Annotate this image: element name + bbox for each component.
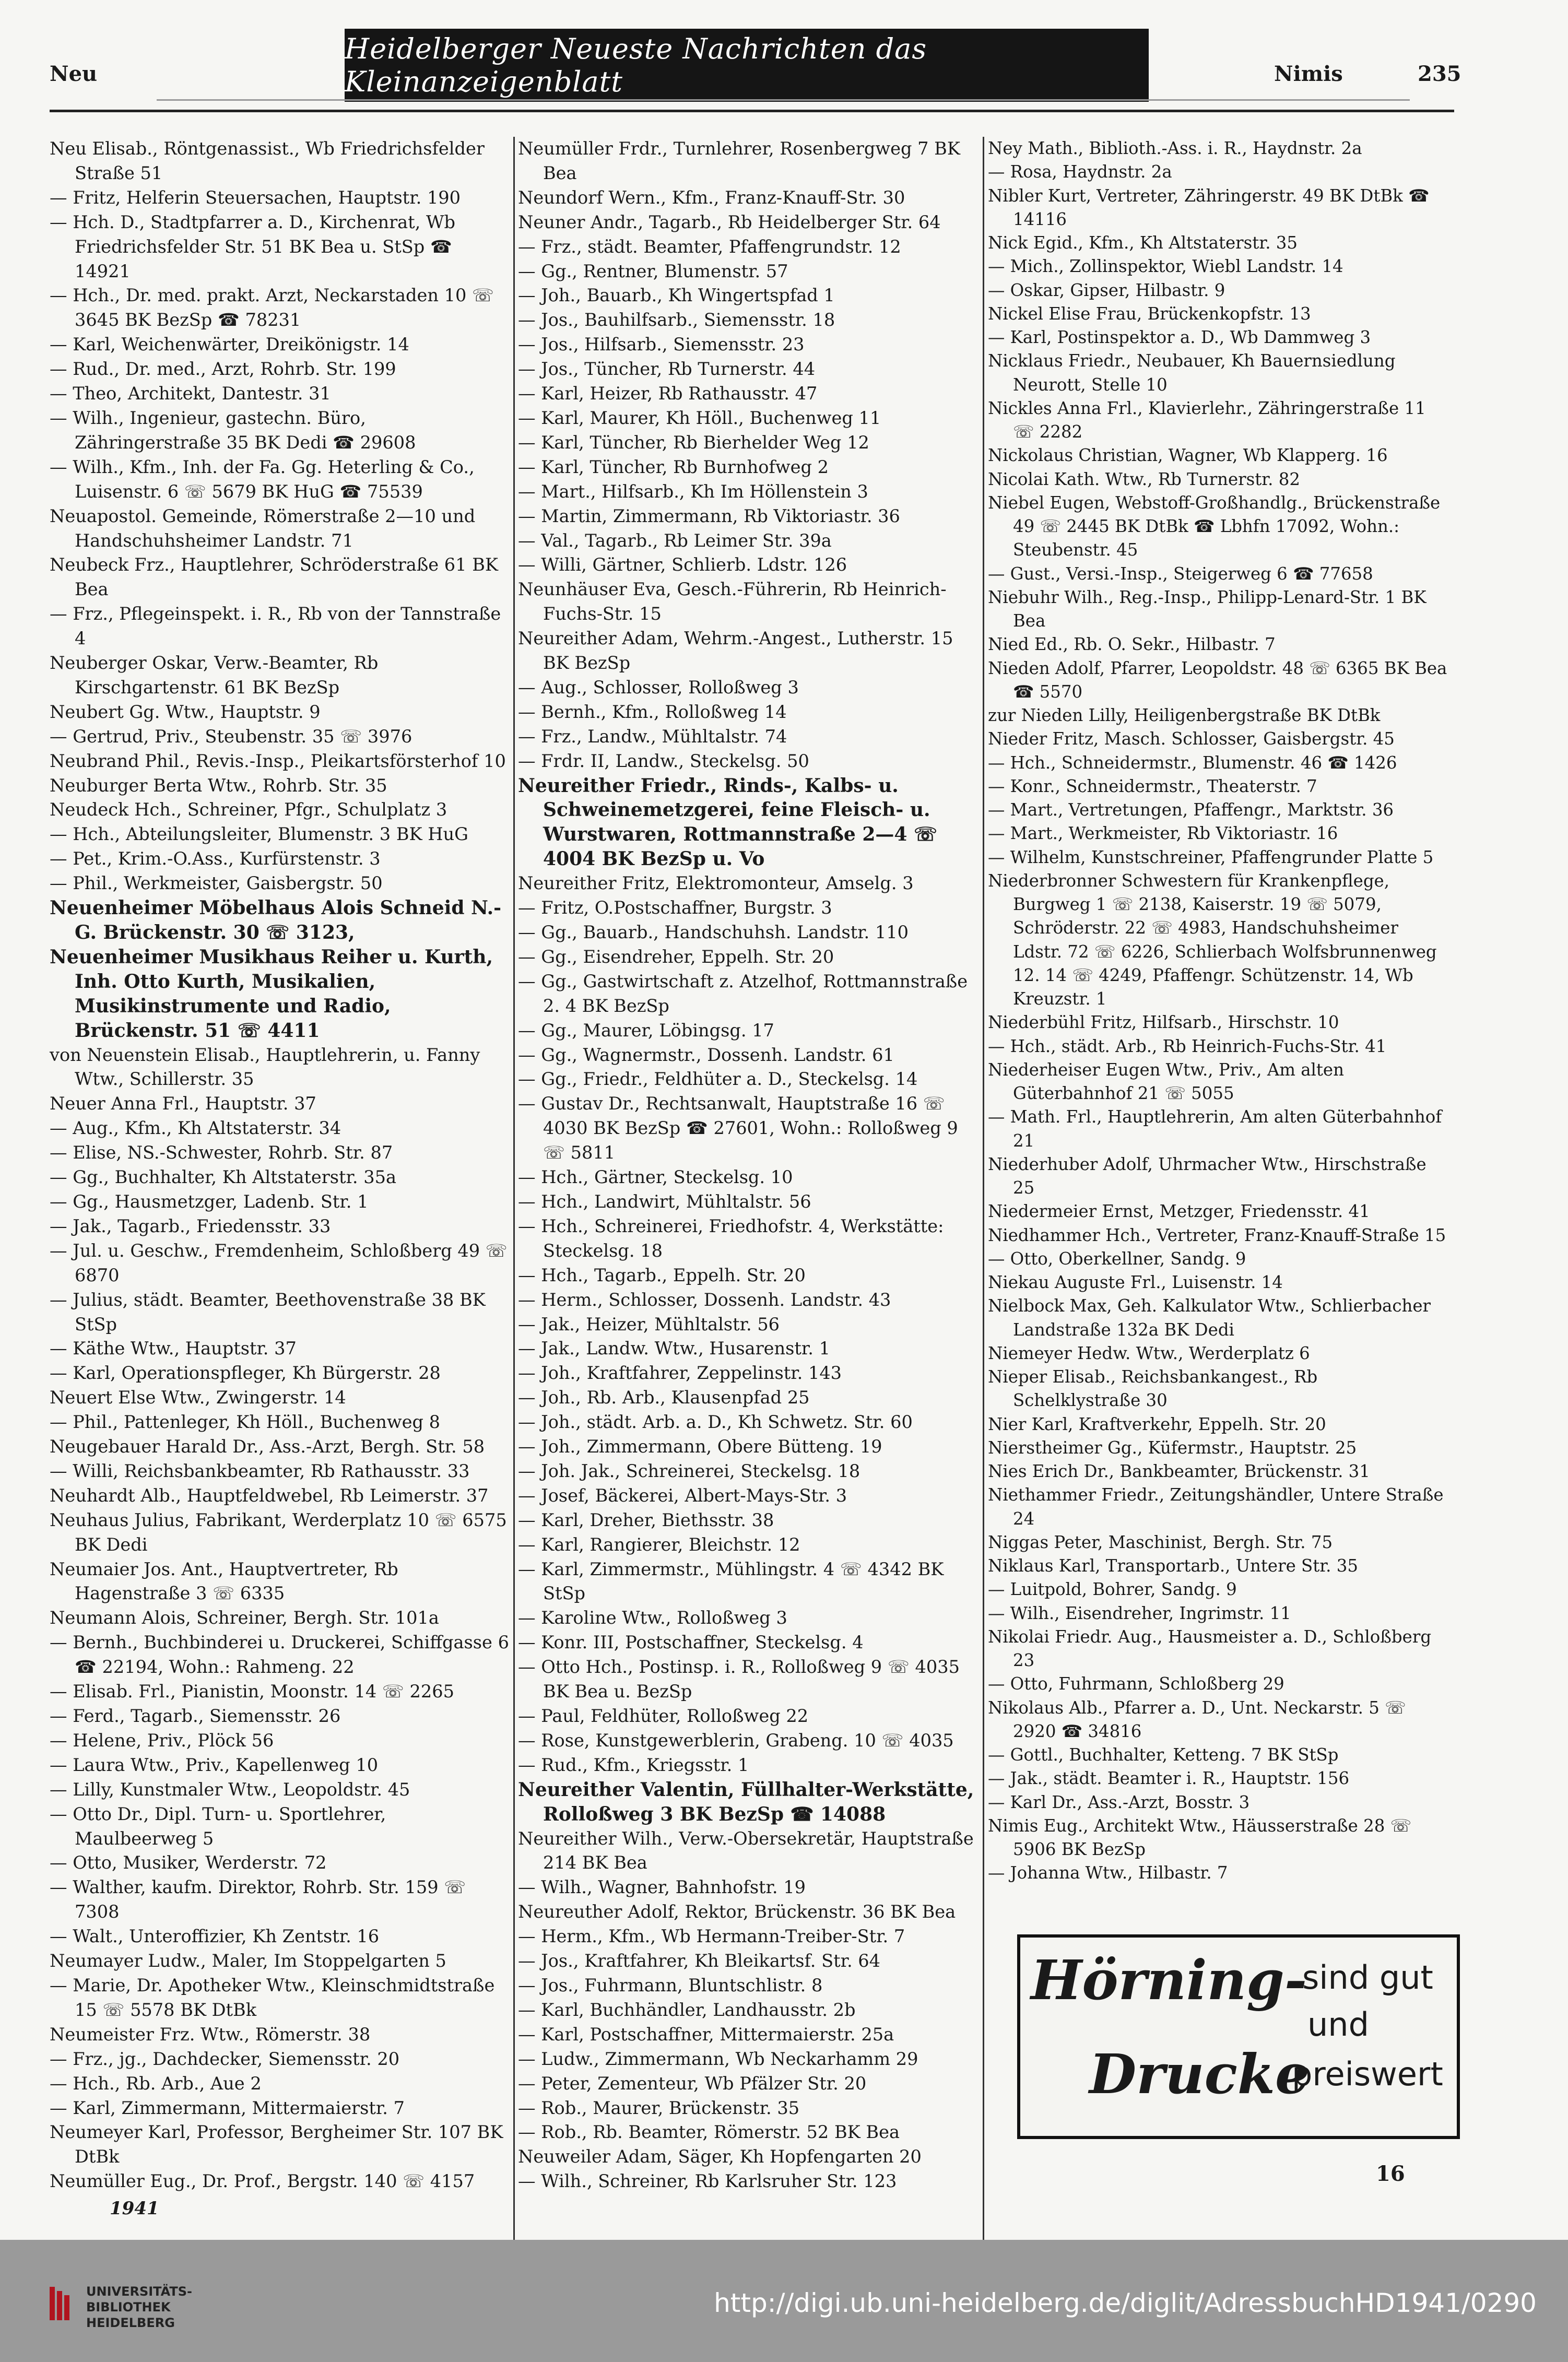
directory-entry: — Aug., Schlosser, Rolloßweg 3 (518, 677, 799, 698)
directory-entry: — Luitpold, Bohrer, Sandg. 9 (988, 1579, 1237, 1600)
directory-entry: — Hch., Abteilungsleiter, Blumenstr. 3 BK HuG (50, 824, 468, 845)
directory-entry: — Elise, NS.-Schwester, Rohrb. Str. 87 (50, 1142, 393, 1163)
directory-entry: — Fritz, O.Postschaffner, Burgstr. 3 (518, 897, 832, 918)
directory-entry: Niedermeier Ernst, Metzger, Friedensstr. 41 (988, 1201, 1370, 1222)
directory-entry: Neubeck Frz., Hauptlehrer, Schröderstraße 61 BK Bea (50, 554, 498, 600)
library-name-line-1: UNIVERSITÄTS- (86, 2284, 193, 2299)
directory-entry: — Rose, Kunstgewerblerin, Grabeng. 10 ☏ 4035 (518, 1730, 954, 1751)
directory-entry: — Wilh., Ingenieur, gastechn. Büro, Zähringerstraße 35 BK Dedi ☎ 29608 (50, 407, 416, 453)
directory-entry: — Jul. u. Geschw., Fremdenheim, Schloßberg 49 ☏ 6870 (50, 1240, 508, 1285)
directory-entry: — Käthe Wtw., Hauptstr. 37 (50, 1338, 297, 1359)
directory-entry: — Hch., Schreinerei, Friedhofstr. 4, Werkstätte: Steckelsg. 18 (518, 1215, 944, 1261)
directory-entry: — Wilh., Schreiner, Rb Karlsruher Str. 123 (518, 2171, 897, 2192)
directory-entry: — Mart., Vertretungen, Pfaffengr., Marktstr. 36 (988, 800, 1394, 820)
ad-brand: Hörning- (1031, 1948, 1307, 2012)
directory-entry: — Gertrud, Priv., Steubenstr. 35 ☏ 3976 (50, 726, 412, 747)
running-head-right: Nimis (1274, 62, 1343, 86)
directory-entry: — Ferd., Tagarb., Siemensstr. 26 (50, 1706, 341, 1726)
directory-entry: — Konr., Schneidermstr., Theaterstr. 7 (988, 776, 1317, 796)
directory-entry: — Karl, Operationspfleger, Kh Bürgerstr. 28 (50, 1363, 441, 1384)
directory-entry: Nieden Adolf, Pfarrer, Leopoldstr. 48 ☏ 6365 BK Bea ☎ 5570 (988, 658, 1447, 702)
directory-entry: Neureither Friedr., Rinds-, Kalbs- u. Schweinemetzgerei, feine Fleisch- u. Wurstwaren, Rottmannstraße 2—4 ☏ 4004 BK BezSp u. Vo (518, 774, 938, 870)
directory-entry: — Bernh., Kfm., Rolloßweg 14 (518, 701, 787, 722)
directory-entry: Nickolaus Christian, Wagner, Wb Klapperg. 16 (988, 445, 1388, 466)
directory-entry: — Karl, Postinspektor a. D., Wb Dammweg 3 (988, 327, 1371, 347)
column-1 (50, 137, 509, 2194)
directory-entry: Nimis Eug., Architekt Wtw., Häusserstraße 28 ☏ 5906 BK BezSp (988, 1815, 1412, 1859)
directory-entry: Ney Math., Biblioth.-Ass. i. R., Haydnstr. 2a (988, 138, 1362, 158)
directory-entry: — Jak., Landw. Wtw., Husarenstr. 1 (518, 1338, 830, 1359)
directory-entry: Nied Ed., Rb. O. Sekr., Hilbastr. 7 (988, 634, 1276, 655)
directory-entry: — Fritz, Helferin Steuersachen, Hauptstr. 190 (50, 187, 461, 208)
directory-entry: Niebel Eugen, Webstoff-Großhandlg., Brückenstraße 49 ☏ 2445 BK DtBk ☎ Lbhfn 17092, Wohn.: Steubenstr. 45 (988, 492, 1441, 560)
banner-underline (157, 99, 1410, 101)
directory-entry: — Gg., Wagnermstr., Dossenh. Landstr. 61 (518, 1044, 894, 1065)
directory-entry: — Jak., Heizer, Mühltalstr. 56 (518, 1314, 780, 1334)
directory-entry: — Otto, Oberkellner, Sandg. 9 (988, 1248, 1246, 1269)
directory-entry: Neuweiler Adam, Säger, Kh Hopfengarten 20 (518, 2146, 922, 2167)
directory-entry: Neuhardt Alb., Hauptfeldwebel, Rb Leimerstr. 37 (50, 1485, 489, 1506)
directory-entry: Nickles Anna Frl., Klavierlehr., Zähringerstraße 11 ☏ 2282 (988, 398, 1426, 442)
directory-entry: — Joh., Zimmermann, Obere Bütteng. 19 (518, 1436, 882, 1457)
directory-entry: — Willi, Reichsbankbeamter, Rb Rathausstr. 33 (50, 1460, 470, 1481)
directory-entry: — Oskar, Gipser, Hilbastr. 9 (988, 280, 1225, 300)
directory-entry: Neumeister Frz. Wtw., Römerstr. 38 (50, 2024, 371, 2045)
directory-entry: Neuapostol. Gemeinde, Römerstraße 2—10 und Handschuhsheimer Landstr. 71 (50, 505, 476, 551)
directory-entry: — Phil., Werkmeister, Gaisbergstr. 50 (50, 873, 383, 894)
directory-entry: Neureither Wilh., Verw.-Obersekretär, Hauptstraße 214 BK Bea (518, 1828, 974, 1873)
directory-entry: Nikolaus Alb., Pfarrer a. D., Unt. Neckarstr. 5 ☏ 2920 ☎ 34816 (988, 1697, 1406, 1741)
directory-entry: — Herm., Kfm., Wb Hermann-Treiber-Str. 7 (518, 1926, 905, 1947)
column-divider-2 (983, 137, 984, 2283)
directory-entry: — Rob., Maurer, Brückenstr. 35 (518, 2097, 800, 2118)
directory-entry: Niethammer Friedr., Zeitungshändler, Untere Straße 24 (988, 1485, 1444, 1529)
directory-entry: — Karl, Dreher, Biethsstr. 38 (518, 1509, 774, 1530)
directory-entry: — Hch. D., Stadtpfarrer a. D., Kirchenrat, Wb Friedrichsfelder Str. 51 BK Bea u. StSp ☎ 14921 (50, 211, 456, 281)
directory-entry: Neugebauer Harald Dr., Ass.-Arzt, Bergh. Str. 58 (50, 1436, 485, 1457)
column-3 (988, 137, 1447, 1885)
directory-entry: — Gg., Hausmetzger, Ladenb. Str. 1 (50, 1191, 369, 1212)
directory-entry: — Jos., Fuhrmann, Bluntschlistr. 8 (518, 1975, 823, 1995)
directory-entry: Neunhäuser Eva, Gesch.-Führerin, Rb Heinrich-Fuchs-Str. 15 (518, 579, 947, 624)
directory-entry: Nier Karl, Kraftverkehr, Eppelh. Str. 20 (988, 1414, 1326, 1434)
directory-entry: von Neuenstein Elisab., Hauptlehrerin, u. Fanny Wtw., Schillerstr. 35 (50, 1044, 480, 1090)
directory-entry: — Gg., Gastwirtschaft z. Atzelhof, Rottmannstraße 2. 4 BK BezSp (518, 971, 968, 1016)
directory-entry: — Joh., Bauarb., Kh Wingertspfad 1 (518, 285, 835, 306)
banner-text: Heidelberger Neueste Nachrichten das Kleinanzeigenblatt (345, 32, 927, 98)
directory-entry: — Walt., Unteroffizier, Kh Zentstr. 16 (50, 1926, 380, 1947)
directory-entry: — Joh., städt. Arb. a. D., Kh Schwetz. Str. 60 (518, 1412, 913, 1433)
directory-entry: — Jos., Hilfsarb., Siemensstr. 23 (518, 334, 805, 355)
directory-entry: Neuner Andr., Tagarb., Rb Heidelberger Str. 64 (518, 211, 941, 232)
directory-entry: — Helene, Priv., Plöck 56 (50, 1730, 274, 1751)
directory-entry: — Jos., Kraftfahrer, Kh Bleikartsf. Str. 64 (518, 1951, 881, 1971)
directory-entry: — Gg., Eisendreher, Eppelh. Str. 20 (518, 946, 834, 967)
directory-entry: — Gustav Dr., Rechtsanwalt, Hauptstraße 16 ☏ 4030 BK BezSp ☎ 27601, Wohn.: Rolloßweg 9 ☏ 5811 (518, 1093, 958, 1163)
directory-entry: — Johanna Wtw., Hilbastr. 7 (988, 1863, 1228, 1883)
directory-entry: — Rud., Dr. med., Arzt, Rohrb. Str. 199 (50, 359, 396, 380)
directory-entry: — Karl, Rangierer, Bleichstr. 12 (518, 1534, 800, 1555)
ad-text-line-1: sind gut (1302, 1958, 1433, 1997)
directory-entry: — Frz., Landw., Mühltalstr. 74 (518, 726, 787, 747)
directory-entry: Neumayer Ludw., Maler, Im Stoppelgarten 5 (50, 1951, 446, 1971)
directory-entry: Neumeyer Karl, Professor, Bergheimer Str. 107 BK DtBk (50, 2122, 503, 2167)
directory-entry: — Gust., Versi.-Insp., Steigerweg 6 ☎ 77658 (988, 563, 1373, 584)
directory-entry: Neuberger Oskar, Verw.-Beamter, Rb Kirschgartenstr. 61 BK BezSp (50, 653, 379, 698)
page-number: 235 (1418, 62, 1461, 86)
directory-entry: Niederhuber Adolf, Uhrmacher Wtw., Hirschstraße 25 (988, 1154, 1426, 1198)
directory-entry: — Karl, Maurer, Kh Höll., Buchenweg 11 (518, 407, 881, 428)
directory-entry: — Gg., Friedr., Feldhüter a. D., Steckelsg. 14 (518, 1069, 918, 1090)
directory-entry: — Karl, Zimmermstr., Mühlingstr. 4 ☏ 4342 BK StSp (518, 1558, 944, 1604)
directory-entry: zur Nieden Lilly, Heiligenbergstraße BK DtBk (988, 705, 1381, 725)
directory-entry: Niebuhr Wilh., Reg.-Insp., Philipp-Lenard-Str. 1 BK Bea (988, 587, 1426, 631)
directory-entry: — Hch., städt. Arb., Rb Heinrich-Fuchs-Str. 41 (988, 1036, 1387, 1056)
directory-entry: — Phil., Pattenleger, Kh Höll., Buchenweg 8 (50, 1412, 440, 1433)
directory-entry: Nickel Elise Frau, Brückenkopfstr. 13 (988, 303, 1311, 324)
directory-entry: — Bernh., Buchbinderei u. Druckerei, Schiffgasse 6 ☎ 22194, Wohn.: Rahmeng. 22 (50, 1632, 509, 1678)
directory-entry: — Willi, Gärtner, Schlierb. Ldstr. 126 (518, 554, 847, 575)
directory-entry: Neureither Fritz, Elektromonteur, Amselg. 3 (518, 873, 914, 894)
directory-entry: Neureither Adam, Wehrm.-Angest., Lutherstr. 15 BK BezSp (518, 628, 953, 674)
directory-entry: Neudeck Hch., Schreiner, Pfgr., Schulplatz 3 (50, 799, 447, 820)
directory-entry: — Mart., Hilfsarb., Kh Im Höllenstein 3 (518, 481, 868, 502)
directory-entry: — Frz., Pflegeinspekt. i. R., Rb von der Tannstraße 4 (50, 604, 501, 649)
directory-entry: — Rosa, Haydnstr. 2a (988, 162, 1172, 182)
directory-entry: Neubrand Phil., Revis.-Insp., Pleikartsförsterhof 10 (50, 750, 506, 771)
directory-entry: Neuer Anna Frl., Hauptstr. 37 (50, 1093, 316, 1114)
directory-entry: — Paul, Feldhüter, Rolloßweg 22 (518, 1706, 809, 1726)
directory-entry: Nielbock Max, Geh. Kalkulator Wtw., Schlierbacher Landstraße 132a BK Dedi (988, 1296, 1431, 1340)
library-name-line-2: BIBLIOTHEK (86, 2300, 171, 2314)
directory-entry: Niklaus Karl, Transportarb., Untere Str. 35 (988, 1556, 1358, 1576)
directory-entry: Neubert Gg. Wtw., Hauptstr. 9 (50, 701, 321, 722)
directory-entry: — Karl, Zimmermann, Mittermaierstr. 7 (50, 2097, 405, 2118)
directory-entry: Neundorf Wern., Kfm., Franz-Knauff-Str. 30 (518, 187, 905, 208)
directory-entry: — Gg., Buchhalter, Kh Altstaterstr. 35a (50, 1167, 396, 1188)
directory-entry: — Martin, Zimmermann, Rb Viktoriastr. 36 (518, 505, 900, 526)
directory-entry: — Jak., städt. Beamter i. R., Hauptstr. 156 (988, 1768, 1350, 1789)
directory-entry: — Marie, Dr. Apotheker Wtw., Kleinschmidtstraße 15 ☏ 5578 BK DtBk (50, 1975, 495, 2020)
directory-entry: — Elisab. Frl., Pianistin, Moonstr. 14 ☏ 2265 (50, 1681, 454, 1702)
directory-entry: Nicolai Kath. Wtw., Rb Turnerstr. 82 (988, 469, 1300, 489)
directory-entry: — Rob., Rb. Beamter, Römerstr. 52 BK Bea (518, 2122, 900, 2143)
advertisement-box (1017, 1934, 1460, 2139)
directory-entry: — Gg., Bauarb., Handschuhsh. Landstr. 110 (518, 922, 909, 942)
directory-entry: Neuenheimer Möbelhaus Alois Schneid N.-G. Brückenstr. 30 ☏ 3123, (50, 897, 502, 943)
directory-entry: — Karl, Tüncher, Rb Bierhelder Weg 12 (518, 432, 869, 453)
directory-entry: Neuburger Berta Wtw., Rohrb. Str. 35 (50, 775, 387, 796)
directory-entry: — Hch., Tagarb., Eppelh. Str. 20 (518, 1265, 806, 1285)
directory-entry: — Karoline Wtw., Rolloßweg 3 (518, 1608, 787, 1628)
directory-entry: Neuenheimer Musikhaus Reiher u. Kurth, Inh. Otto Kurth, Musikalien, Musikinstrumente und Radio, Brückenstr. 51 ☏ 4411 (50, 946, 493, 1042)
directory-entry: — Josef, Bäckerei, Albert-Mays-Str. 3 (518, 1485, 847, 1506)
directory-entry: Nicklaus Friedr., Neubauer, Kh Bauernsiedlung Neurott, Stelle 10 (988, 351, 1396, 395)
directory-entry: — Otto, Fuhrmann, Schloßberg 29 (988, 1674, 1284, 1694)
directory-entry: Nies Erich Dr., Bankbeamter, Brückenstr. 31 (988, 1461, 1370, 1481)
directory-entry: — Otto, Musiker, Werderstr. 72 (50, 1852, 327, 1873)
directory-entry: — Herm., Schlosser, Dossenh. Landstr. 43 (518, 1289, 891, 1310)
directory-entry: — Otto Hch., Postinsp. i. R., Rolloßweg 9 ☏ 4035 BK Bea u. BezSp (518, 1657, 960, 1702)
ad-brand-line-2: Drucke (1089, 2042, 1310, 2106)
running-head-left: Neu (50, 62, 98, 86)
university-library-logo-icon (50, 2287, 73, 2320)
directory-entry: Niederheiser Eugen Wtw., Priv., Am alten Güterbahnhof 21 ☏ 5055 (988, 1059, 1344, 1103)
directory-entry: Niggas Peter, Maschinist, Bergh. Str. 75 (988, 1532, 1333, 1552)
directory-entry: — Joh., Rb. Arb., Klausenpfad 25 (518, 1387, 810, 1408)
directory-entry: Niekau Auguste Frl., Luisenstr. 14 (988, 1272, 1283, 1292)
directory-entry: — Otto Dr., Dipl. Turn- u. Sportlehrer, Maulbeerweg 5 (50, 1803, 386, 1849)
directory-entry: — Lilly, Kunstmaler Wtw., Leopoldstr. 45 (50, 1779, 410, 1800)
directory-entry: Niederbronner Schwestern für Krankenpflege, Burgweg 1 ☏ 2138, Kaiserstr. 19 ☏ 5079, Schröderstr. 22 ☏ 4983, Handschuhsheimer Ldstr. 72 ☏ 6226, Schlierbach Wolfsbrunnenweg 12. 14 ☏ 4249, Pfaffengr. Schützenstr. 14, Wb Kreuzstr. 1 (988, 870, 1437, 1009)
directory-entry: — Hch., Landwirt, Mühltalstr. 56 (518, 1191, 811, 1212)
ad-text-line-2: und (1307, 2005, 1369, 2044)
directory-entry: — Hch., Dr. med. prakt. Arzt, Neckarstaden 10 ☏ 3645 BK BezSp ☎ 78231 (50, 285, 494, 330)
directory-entry: Nieder Fritz, Masch. Schlosser, Gaisbergstr. 45 (988, 729, 1395, 749)
directory-entry: — Frz., jg., Dachdecker, Siemensstr. 20 (50, 2048, 400, 2069)
library-name-line-3: HEIDELBERG (86, 2316, 175, 2330)
directory-entry: Niedhammer Hch., Vertreter, Franz-Knauff-Straße 15 (988, 1225, 1446, 1245)
directory-entry: — Math. Frl., Hauptlehrerin, Am alten Güterbahnhof 21 (988, 1107, 1442, 1151)
directory-entry: Neumaier Jos. Ant., Hauptvertreter, Rb Hagenstraße 3 ☏ 6335 (50, 1558, 398, 1604)
ad-text-line-3: preiswert (1292, 2055, 1443, 2093)
directory-entry: — Karl, Tüncher, Rb Burnhofweg 2 (518, 456, 829, 477)
directory-entry: — Jos., Bauhilfsarb., Siemensstr. 18 (518, 310, 835, 330)
directory-entry: — Aug., Kfm., Kh Altstaterstr. 34 (50, 1118, 341, 1139)
directory-entry: — Mich., Zollinspektor, Wiebl Landstr. 14 (988, 256, 1343, 277)
source-url-link[interactable]: http://digi.ub.uni-heidelberg.de/diglit/AdressbuchHD1941/0290 (714, 2288, 1537, 2318)
directory-entry: — Karl Dr., Ass.-Arzt, Bosstr. 3 (988, 1792, 1250, 1812)
directory-entry: — Laura Wtw., Priv., Kapellenweg 10 (50, 1754, 379, 1775)
directory-entry: — Joh. Jak., Schreinerei, Steckelsg. 18 (518, 1460, 860, 1481)
column-2 (518, 137, 977, 2194)
directory-entry: Nibler Kurt, Vertreter, Zähringerstr. 49 BK DtBk ☎ 14116 (988, 185, 1430, 229)
directory-entry: — Theo, Architekt, Dantestr. 31 (50, 383, 331, 404)
directory-entry: — Frdr. II, Landw., Steckelsg. 50 (518, 750, 809, 771)
directory-entry: — Wilh., Eisendreher, Ingrimstr. 11 (988, 1603, 1291, 1623)
directory-entry: — Pet., Krim.-O.Ass., Kurfürstenstr. 3 (50, 848, 381, 869)
directory-entry: — Hch., Gärtner, Steckelsg. 10 (518, 1167, 793, 1188)
header-rule (50, 110, 1454, 112)
directory-entry: — Walther, kaufm. Direktor, Rohrb. Str. 159 ☏ 7308 (50, 1877, 466, 1922)
directory-entry: — Ludw., Zimmermann, Wb Neckarhamm 29 (518, 2048, 918, 2069)
directory-entry: — Frz., städt. Beamter, Pfaffengrundstr. 12 (518, 236, 901, 257)
directory-entry: — Hch., Rb. Arb., Aue 2 (50, 2073, 262, 2094)
directory-entry: — Rud., Kfm., Kriegsstr. 1 (518, 1754, 749, 1775)
directory-entry: Nieper Elisab., Reichsbankangest., Rb Schelklystraße 30 (988, 1367, 1318, 1411)
directory-entry: — Julius, städt. Beamter, Beethovenstraße 38 BK StSp (50, 1289, 486, 1334)
directory-entry: Niemeyer Hedw. Wtw., Werderplatz 6 (988, 1343, 1310, 1363)
directory-entry: — Val., Tagarb., Rb Leimer Str. 39a (518, 530, 832, 551)
print-year: 1941 (110, 2198, 159, 2219)
directory-entry: Niederbühl Fritz, Hilfsarb., Hirschstr. 10 (988, 1012, 1339, 1033)
directory-entry: — Gg., Rentner, Blumenstr. 57 (518, 261, 788, 281)
printer-signature: 16 (1376, 2162, 1405, 2186)
directory-entry: — Karl, Weichenwärter, Dreikönigstr. 14 (50, 334, 409, 355)
directory-entry: — Karl, Postschaffner, Mittermaierstr. 25a (518, 2024, 894, 2045)
directory-entry: — Karl, Heizer, Rb Rathausstr. 47 (518, 383, 818, 404)
directory-entry: — Joh., Kraftfahrer, Zeppelinstr. 143 (518, 1363, 842, 1384)
directory-entry: Neumann Alois, Schreiner, Bergh. Str. 101a (50, 1608, 439, 1628)
directory-entry: Neureuther Adolf, Rektor, Brückenstr. 36 BK Bea (518, 1902, 956, 1922)
directory-entry: Neuert Else Wtw., Zwingerstr. 14 (50, 1387, 346, 1408)
directory-entry: — Wilh., Wagner, Bahnhofstr. 19 (518, 1877, 806, 1898)
directory-entry: — Peter, Zementeur, Wb Pfälzer Str. 20 (518, 2073, 867, 2094)
directory-entry: — Konr. III, Postschaffner, Steckelsg. 4 (518, 1632, 864, 1653)
directory-entry: Neureither Valentin, Füllhalter-Werkstätte, Rolloßweg 3 BK BezSp ☎ 14088 (518, 1778, 974, 1825)
directory-entry: — Karl, Buchhändler, Landhausstr. 2b (518, 1999, 856, 2020)
newspaper-banner (345, 29, 1149, 102)
directory-entry: — Mart., Werkmeister, Rb Viktoriastr. 16 (988, 823, 1338, 844)
directory-entry: Neumüller Frdr., Turnlehrer, Rosenbergweg 7 BK Bea (518, 138, 960, 183)
directory-entry: — Gottl., Buchhalter, Ketteng. 7 BK StSp (988, 1745, 1339, 1765)
directory-entry: — Gg., Maurer, Löbingsg. 17 (518, 1020, 774, 1041)
directory-entry: — Wilhelm, Kunstschreiner, Pfaffengrunder Platte 5 (988, 847, 1434, 867)
directory-entry: — Jak., Tagarb., Friedensstr. 33 (50, 1215, 331, 1236)
directory-entry: — Wilh., Kfm., Inh. der Fa. Gg. Heterling & Co., Luisenstr. 6 ☏ 5679 BK HuG ☎ 75539 (50, 456, 475, 502)
directory-entry: — Jos., Tüncher, Rb Turnerstr. 44 (518, 359, 816, 380)
directory-entry: Nick Egid., Kfm., Kh Altstaterstr. 35 (988, 233, 1298, 253)
column-divider-1 (513, 137, 515, 2283)
directory-entry: Nierstheimer Gg., Küfermstr., Hauptstr. 25 (988, 1437, 1357, 1458)
directory-entry: Neu Elisab., Röntgenassist., Wb Friedrichsfelder Straße 51 (50, 138, 485, 183)
directory-entry: — Hch., Schneidermstr., Blumenstr. 46 ☎ 1426 (988, 752, 1397, 773)
directory-entry: Neumüller Eug., Dr. Prof., Bergstr. 140 ☏ 4157 (50, 2171, 475, 2192)
directory-entry: Neuhaus Julius, Fabrikant, Werderplatz 10 ☏ 6575 BK Dedi (50, 1509, 507, 1555)
directory-entry: Nikolai Friedr. Aug., Hausmeister a. D., Schloßberg 23 (988, 1626, 1432, 1670)
